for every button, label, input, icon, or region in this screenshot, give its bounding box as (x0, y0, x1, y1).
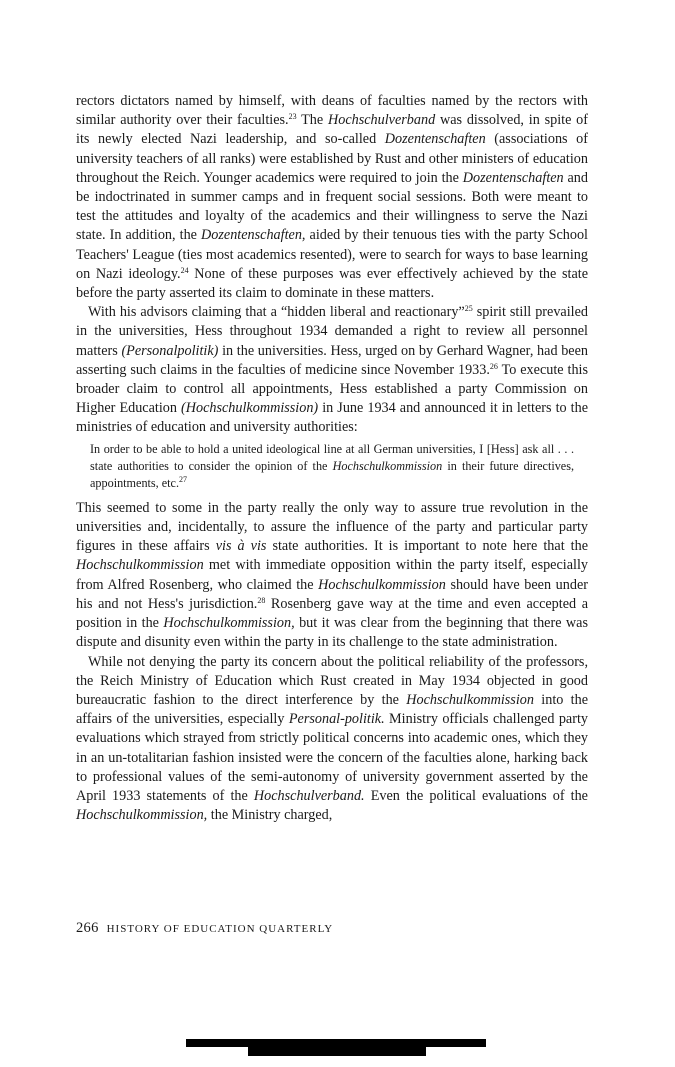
page-number: 266 (76, 920, 99, 936)
paragraph (76, 499, 588, 653)
footnote-ref: 24 (180, 265, 189, 275)
footnote-ref: 25 (464, 304, 473, 314)
scan-bar-bottom (248, 1047, 426, 1056)
page-footer (76, 920, 333, 937)
paragraph (76, 303, 588, 437)
text-run: In order to be able to hold a united ideological line at all German universities, I [Hess] ask all . . . state authorities to consider the opinion of the (90, 441, 574, 474)
text-run: into the affairs of the universities, especially (76, 691, 588, 728)
text-run: This seemed to some in the party really the only way to assure true revolution in the universities and, incidentally, to assure the influence of the party and particular party figures in these affairs (76, 499, 588, 555)
italic-text: Dozentenschaften (462, 169, 564, 186)
text-run: While not denying the party its concern about the political reliability of the professors, the Reich Ministry of Education which Rust created in May 1934 objected in good bureaucratic fashion to the direct interference by the (76, 653, 588, 708)
text-run: should have been under his and not Hess's jurisdiction. (76, 576, 588, 612)
footnote-ref: 27 (179, 475, 188, 485)
text-run: was dissolved, in spite of its newly elected Nazi leadership, and so-called (76, 112, 588, 148)
text-run: Rosenberg gave way at the time and even accepted a position in the (76, 595, 588, 632)
text-run: The (296, 112, 328, 129)
italic-text: (Personalpolitik) (121, 342, 219, 359)
italic-text: Hochschulverband (328, 112, 436, 129)
italic-text: Hochschulkommission, (163, 615, 295, 632)
text-run: Ministry officials challenged party evaluations which strayed from strictly political concerns into academic ones, which they in an un-totalitarian fashion insisted were the concern of the faculties alone, harking back to professional values of the semi-autonomy of university government asserted by the April 1933 statements of the (76, 711, 588, 804)
text-run: Even the political evaluations of the (364, 787, 588, 804)
text-run: in June 1934 and announced it in letters to the ministries of education and university authorities: (76, 400, 588, 436)
text-run: state authorities. It is important to note here that the (266, 538, 589, 555)
text-run: met with immediate opposition within the party itself, especially from Alfred Rosenberg, who claimed the (76, 557, 588, 593)
text-run: rectors dictators named by himself, with deans of faculties named by the rectors with similar authority over their faculties. (76, 93, 588, 129)
italic-text: Dozentenschaften, (201, 227, 306, 244)
paragraph (76, 92, 588, 303)
footnote-ref: 26 (489, 361, 498, 371)
text-run: and be indoctrinated in summer camps and in frequent social sessions. Both were meant to test the attitudes and loyalty of the academics and their willingness to serve the Nazi state. In addition, the (76, 169, 588, 244)
text-run: With his advisors claiming that a “hidden liberal and reactionary” (88, 304, 465, 321)
text-run: the Ministry charged, (207, 807, 333, 824)
running-title: HISTORY OF EDUCATION QUARTERLY (106, 923, 334, 935)
italic-text: vis à vis (215, 538, 267, 555)
italic-text: Hochschulkommission, (76, 807, 208, 824)
text-run: spirit still prevailed in the universities, Hess throughout 1934 demanded a right to review all personnel matters (76, 304, 588, 359)
italic-text: Dozentenschaften (384, 131, 486, 148)
footnote-ref: 28 (257, 595, 266, 605)
italic-text: Hochschulverband. (253, 787, 365, 804)
footnote-ref: 23 (288, 112, 297, 122)
text-run: in the universities. Hess, urged on by Gerhard Wagner, had been asserting such claims in the faculties of medicine since November 1933. (76, 342, 588, 378)
italic-text: Hochschulkommission (318, 576, 446, 593)
text-run: aided by their tenuous ties with the party School Teachers' League (ties most academics resented), were to search for ways to base learning on Nazi ideology. (76, 227, 588, 282)
italic-text: Hochschulkommission (406, 691, 534, 708)
italic-text: Hochschulkommission (332, 459, 443, 474)
italic-text: (Hochschulkommission) (181, 400, 319, 417)
block-quote (90, 441, 574, 493)
italic-text: Personal-politik. (288, 711, 385, 728)
text-run: To execute this broader claim to control all appointments, Hess established a party Commission on Higher Education (76, 361, 589, 417)
text-run: in their future directives, appointments, etc. (90, 459, 575, 491)
italic-text: Hochschulkommission (76, 557, 204, 574)
paragraph (76, 653, 588, 826)
body-text (76, 92, 588, 825)
scan-bar-top (186, 1039, 486, 1047)
text-run: (associations of university teachers of all ranks) were established by Rust and other ministers of education throughout the Reich. Younger academics were required to join the (76, 131, 588, 186)
text-run: None of these purposes was ever effectively achieved by the state before the party asserted its claim to dominate in these matters. (76, 265, 588, 302)
text-run: but it was clear from the beginning that there was dispute and disunity even within the party in its challenge to the state administration. (76, 615, 588, 651)
